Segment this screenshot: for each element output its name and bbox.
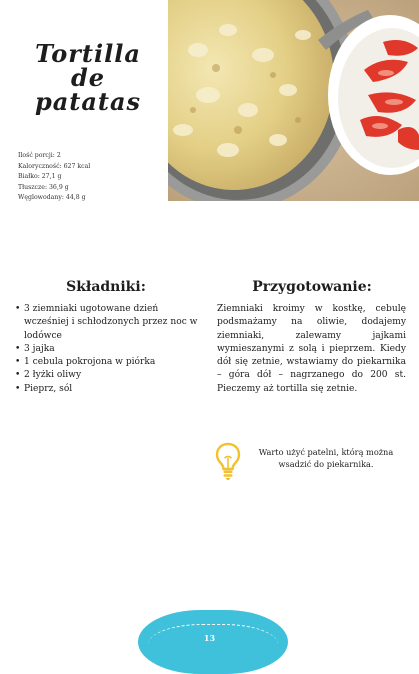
ingredient-item: • 3 ziemniaki ugotowane dzień wcześniej i schłodzonych przez noc w lodówce — [24, 303, 202, 343]
lightbulb-icon — [214, 441, 242, 481]
ingredient-item: • Pieprz, sól — [24, 383, 202, 396]
nutrition-carbs: Węglowodany: 44,8 g — [18, 194, 86, 202]
preparation-text: Ziemniaki kroimy w kostkę, cebulę podsmażamy na oliwie, dodajemy ziemniaki, zalewamy jajkami wymieszanymi z solą i pieprzem. Kiedy dół się zetnie, wstawiamy do piekarnika – góra dół – nagrzanego do 200 st. Pieczemy aż tortilla się zetnie. — [217, 304, 406, 394]
nutrition-portions: Ilość porcji: 2 — [18, 152, 61, 159]
ingredient-item: • 3 jajka — [24, 343, 202, 356]
ingredients-heading: Składniki: — [66, 279, 146, 295]
recipe-title — [18, 39, 158, 116]
nutrition-info — [18, 151, 90, 204]
ingredient-item: • 2 łyżki oliwy — [24, 369, 202, 382]
tip-text: Warto użyć patelni, którą można wsadzić do piekarnika. — [258, 447, 394, 469]
page-number: 13 — [203, 633, 216, 643]
ingredients-list — [14, 303, 202, 396]
nutrition-protein: Białko: 27,1 g — [18, 173, 62, 181]
tip-box — [214, 441, 410, 483]
tortilla-photo — [168, 0, 419, 201]
nutrition-calories: Kaloryczność: 627 kcal — [18, 162, 91, 170]
nutrition-fat: Tłuszcze: 36,9 g — [18, 183, 69, 191]
ingredient-item: • 1 cebula pokrojona w piórka — [24, 356, 202, 369]
preparation-heading: Przygotowanie: — [252, 279, 372, 295]
recipe-title-line1: Tortilla — [35, 39, 141, 68]
recipe-title-line2: de patatas — [34, 63, 142, 116]
tortilla-photo-illustration — [168, 0, 419, 201]
page-number-ring — [148, 624, 278, 665]
